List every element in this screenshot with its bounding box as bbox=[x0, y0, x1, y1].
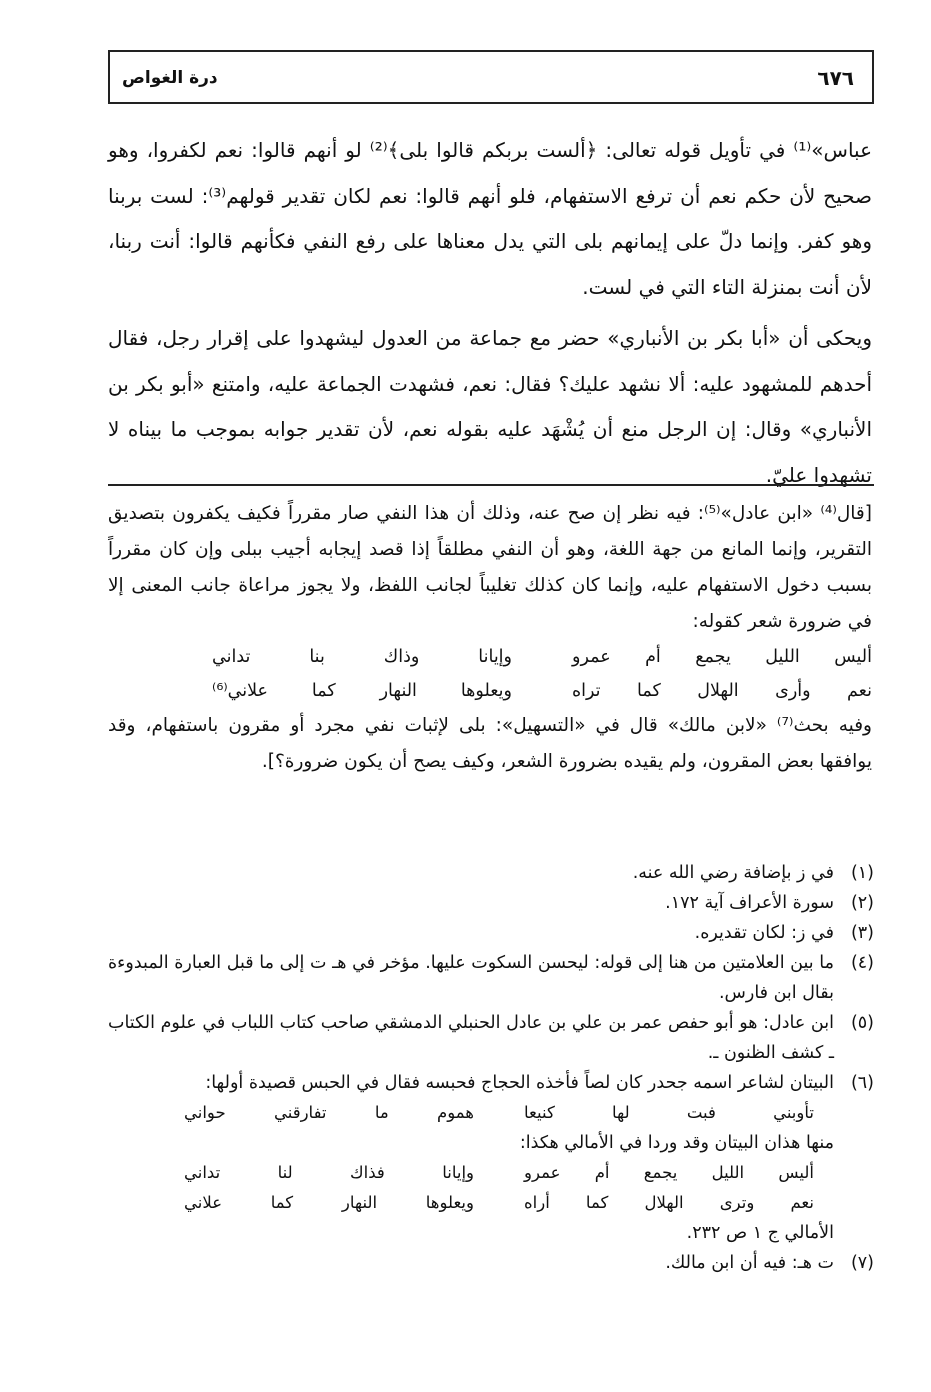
footnote-text: منها هذان البيتان وقد وردا في الأمالي هكذا: bbox=[519, 1133, 834, 1153]
poem-hemistich: أليس الليل يجمع أم عمرو bbox=[572, 647, 872, 667]
footnote bbox=[108, 948, 874, 1008]
footnote-number: (٤) bbox=[850, 953, 874, 973]
section-divider bbox=[108, 484, 874, 486]
poem-hemistich: أليس الليل يجمع أم عمرو bbox=[524, 1163, 814, 1182]
footnote-text: سورة الأعراف آية ١٧٢. bbox=[665, 893, 834, 913]
footnote bbox=[108, 1248, 874, 1278]
poem-hemistich: ويعلوها النهار كما علاني⁽⁶⁾ bbox=[212, 681, 512, 701]
poem-hemistich: تأوبني فبت لها كنيعا bbox=[524, 1103, 814, 1122]
footnote-number: (٦) bbox=[850, 1073, 874, 1093]
footnote-text: ت هـ: فيه أن ابن مالك. bbox=[665, 1253, 834, 1273]
poem-hemistich: وإيانا فذاك لنا تداني bbox=[184, 1163, 474, 1182]
main-paragraph: ويحكى أن «أبا بكر بن الأنباري» حضر مع جماعة من العدول ليشهدوا على إقرار رجل، فقال أحدهم للمشهود عليه: ألا نشهد عليك؟ فقال: نعم، فشهدت الجماعة عليه، وامتنع «أبو بكر بن الأنباري» وقال: إن الرجل منع أن يُشْهَد عليه بقوله نعم، لأن تقدير جوابه بموجب ما بيناه لا تشهدوا عليّ. bbox=[108, 326, 872, 487]
footnote-number: (٧) bbox=[850, 1253, 874, 1273]
footnote bbox=[108, 1008, 874, 1068]
footnote-poem-verse bbox=[108, 1188, 874, 1218]
footnote bbox=[108, 858, 874, 888]
commentary-block bbox=[108, 496, 872, 780]
footnote-text: في ز: لكان تقديره. bbox=[694, 923, 834, 943]
running-title: درة الغواص bbox=[122, 68, 218, 88]
poem-hemistich: هموم ما تفارقني حواني bbox=[184, 1103, 474, 1122]
footnote-text: ابن عادل: هو أبو حفص عمر بن علي بن عادل الحنبلي الدمشقي صاحب كتاب اللباب في علوم الكتاب ـ كشف الظنون ـ. bbox=[108, 1013, 834, 1063]
footnote-number: (٥) bbox=[850, 1013, 874, 1033]
commentary-paragraph: وفيه بحث⁽⁷⁾ «لابن مالك» قال في «التسهيل»: بلى لإثبات نفي مجرد أو مقرون باستفهام، وقد يوافقها بعض المقرون، ولم يقيده بضرورة الشعر، وكيف يصح أن يكون ضرورة؟]. bbox=[108, 715, 872, 772]
poem-hemistich: ويعلوها النهار كما علاني bbox=[184, 1193, 474, 1212]
page-header bbox=[108, 50, 874, 104]
poem-verse bbox=[108, 640, 872, 674]
poem-hemistich: نعم وأرى الهلال كما تراه bbox=[572, 681, 872, 701]
footnote bbox=[108, 888, 874, 918]
footnotes bbox=[108, 858, 874, 1278]
footnote-number: (٢) bbox=[850, 893, 874, 913]
poem-verse bbox=[108, 674, 872, 708]
footnote-text: في ز بإضافة رضي الله عنه. bbox=[632, 863, 834, 883]
footnote-poem-verse bbox=[108, 1098, 874, 1128]
footnote-number: (٣) bbox=[850, 923, 874, 943]
poem-hemistich: نعم وترى الهلال كما أراه bbox=[524, 1193, 814, 1212]
main-text bbox=[108, 128, 872, 498]
footnote-text: البيتان لشاعر اسمه جحدر كان لصاً فأخذه الحجاج فحبسه فقال في الحبس قصيدة أولها: bbox=[205, 1073, 834, 1093]
poem-hemistich: وإيانا وذاك بنا تداني bbox=[212, 647, 512, 667]
footnote bbox=[108, 1068, 874, 1098]
footnote-number: (١) bbox=[850, 863, 874, 883]
footnote bbox=[108, 918, 874, 948]
footnote-poem-verse bbox=[108, 1158, 874, 1188]
main-paragraph: عباس»⁽¹⁾ في تأويل قوله تعالى: ﴿ألست بربكم قالوا بلى﴾⁽²⁾ لو أنهم قالوا: نعم لكفروا، وهو صحيح لأن حكم نعم أن ترفع الاستفهام، فلو أنهم قالوا: نعم لكان تقدير قولهم⁽³⁾: لست بربنا وهو كفر. وإنما دلّ على إيمانهم بلى التي يدل معناها على رفع النفي فكأنهم قالوا: أنت ربنا، لأن أنت بمنزلة التاء التي في لست. bbox=[108, 138, 872, 299]
poem bbox=[108, 640, 872, 708]
page-number: ٦٧٦ bbox=[817, 66, 854, 90]
commentary-paragraph: [قال⁽⁴⁾ «ابن عادل»⁽⁵⁾: فيه نظر إن صح عنه، وذلك أن هذا النفي صار مقرراً فكيف يكفرون بتصديق التقرير، وإنما المانع من جهة اللغة، وهو أن النفي مطلقاً إذا قصد إيجابه أجيب ببلى وإن كان مقرراً بسبب دخول الاستفهام عليه، وإنما كان كذلك تغليباً لجانب اللفظ، ولا يجوز مراعاة جانب المعنى إلا في ضرورة شعر كقوله: bbox=[108, 503, 872, 632]
footnote-text: ما بين العلامتين من هنا إلى قوله: ليحسن السكوت عليها. مؤخر في هـ ت إلى ما قبل العبارة المبدوءة بقال ابن فارس. bbox=[108, 953, 834, 1003]
footnote-source: الأمالي ج ١ ص ٢٣٢. bbox=[686, 1223, 834, 1243]
